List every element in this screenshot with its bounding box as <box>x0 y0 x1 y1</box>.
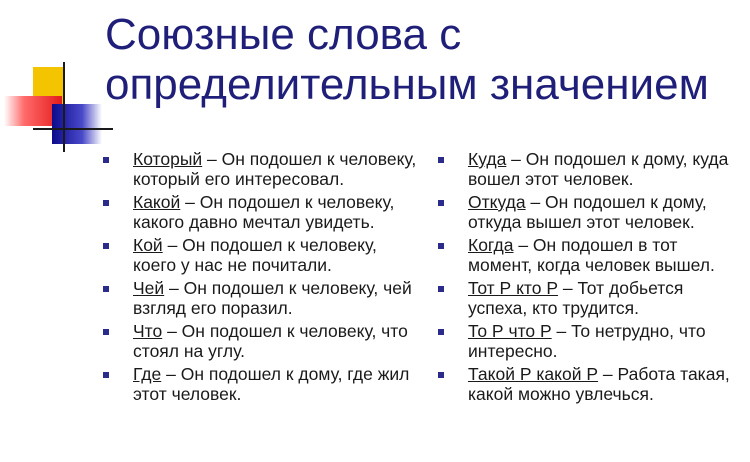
example-sentence: – Он подошел к дому, где жил этот человек. <box>133 364 410 404</box>
list-item <box>103 279 423 318</box>
bullet-square-icon <box>438 243 444 249</box>
example-sentence: – Он подошел к дому, откуда вышел этот человек. <box>468 192 707 232</box>
example-sentence: – Он подошел к человеку, который его интересовал. <box>133 149 417 189</box>
example-sentence: – Он подошел к человеку, коего у нас не почитали. <box>133 235 377 275</box>
left-bullet-list <box>103 150 423 408</box>
conjunctive-word: Который <box>133 149 203 169</box>
list-item <box>103 236 423 275</box>
example-sentence: – Тот добьется успеха, кто трудится. <box>468 278 684 318</box>
bullet-square-icon <box>438 200 444 206</box>
slide-title <box>105 10 709 110</box>
title-line-1: Союзные слова с <box>105 10 462 59</box>
list-item <box>438 365 743 404</box>
list-item <box>103 193 423 232</box>
list-item <box>438 279 743 318</box>
bullet-square-icon <box>438 372 444 378</box>
conjunctive-word: Когда <box>468 235 514 255</box>
bullet-square-icon <box>103 200 109 206</box>
bullet-square-icon <box>103 157 109 163</box>
bullet-square-icon <box>438 286 444 292</box>
example-sentence: – Он подошел в тот момент, когда человек вышел. <box>468 235 715 275</box>
conjunctive-word: Тот Р кто Р <box>468 278 559 298</box>
example-sentence: – Он подошел к человеку, какого давно мечтал увидеть. <box>133 192 395 232</box>
title-line-2: определительным значением <box>105 60 709 109</box>
bullet-square-icon <box>103 329 109 335</box>
right-bullet-list <box>438 150 743 408</box>
example-sentence: – Работа такая, какой можно увлечься. <box>468 364 730 404</box>
bullet-square-icon <box>103 372 109 378</box>
list-item <box>103 150 423 189</box>
bullet-square-icon <box>438 157 444 163</box>
list-item <box>438 236 743 275</box>
list-item <box>103 365 423 404</box>
example-sentence: – Он подошел к человеку, что стоял на углу. <box>133 321 408 361</box>
list-item <box>438 150 743 189</box>
example-sentence: – Он подошел к человеку, чей взгляд его поразил. <box>133 278 412 318</box>
list-item <box>438 193 743 232</box>
conjunctive-word: Такой Р какой Р <box>468 364 599 384</box>
bullet-square-icon <box>438 329 444 335</box>
example-sentence: – То нетрудно, что интересно. <box>468 321 706 361</box>
conjunctive-word: Чей <box>133 278 165 298</box>
decorative-horizontal-line <box>33 128 113 130</box>
list-item <box>438 322 743 361</box>
conjunctive-word: Куда <box>468 149 507 169</box>
decorative-blue-square <box>52 104 102 144</box>
decorative-vertical-line <box>63 62 65 152</box>
conjunctive-word: Откуда <box>468 192 526 212</box>
conjunctive-word: Где <box>133 364 162 384</box>
conjunctive-word: Что <box>133 321 163 341</box>
conjunctive-word: Кой <box>133 235 163 255</box>
example-sentence: – Он подошел к дому, куда вошел этот человек. <box>468 149 729 189</box>
bullet-square-icon <box>103 243 109 249</box>
list-item <box>103 322 423 361</box>
conjunctive-word: Какой <box>133 192 181 212</box>
bullet-square-icon <box>103 286 109 292</box>
conjunctive-word: То Р что Р <box>468 321 552 341</box>
